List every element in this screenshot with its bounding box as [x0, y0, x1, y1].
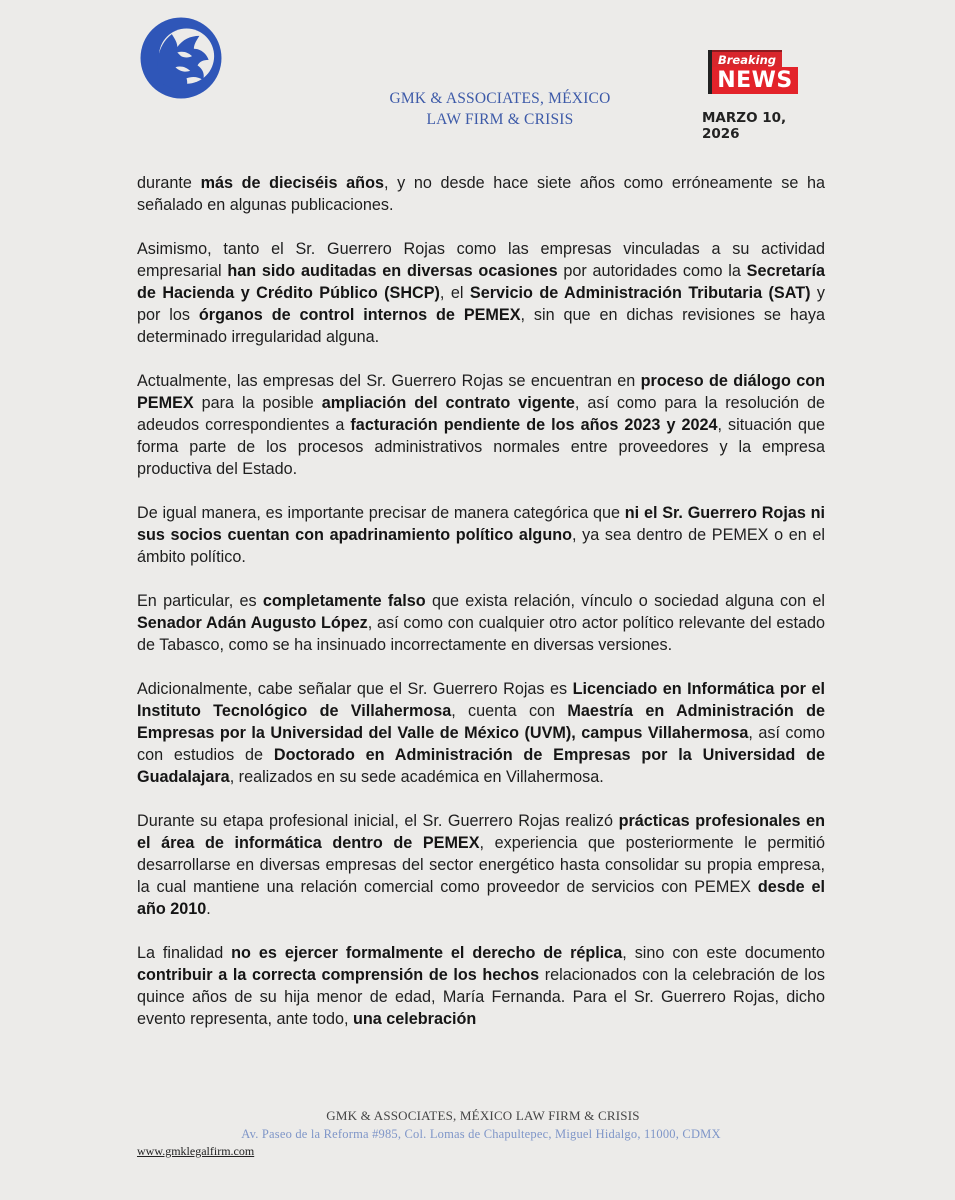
body-text: .: [206, 900, 211, 918]
paragraph-2: [137, 238, 825, 348]
body-text: La finalidad: [137, 944, 232, 962]
emphasis-text: Senador Adán Augusto López: [137, 614, 368, 632]
body-text: para la posible: [193, 394, 322, 412]
emphasis-text: Doctorado en Administración de Empresas por la Universidad de Guadalajara: [137, 746, 825, 786]
paragraph-1: [137, 172, 825, 216]
emphasis-text: han sido auditadas en diversas ocasiones: [227, 262, 558, 280]
body-text: por autoridades como la: [557, 262, 747, 280]
body-text: , sin que en dichas revisiones se haya determinado irregularidad alguna.: [137, 306, 825, 346]
body-text: , así como con cualquier otro actor político relevante del estado de Tabasco, como se ha insinuado incorrectamente en diversas versiones.: [137, 614, 826, 654]
firm-heading-line1: GMK & ASSOCIATES, MÉXICO: [389, 90, 611, 107]
paragraph-4: [137, 502, 825, 568]
release-body: [137, 172, 825, 1052]
body-text: , cuenta con: [451, 702, 568, 720]
firm-heading: [330, 88, 670, 130]
release-date: MARZO 10, 2026: [702, 110, 787, 142]
emphasis-text: Licenciado en Informática por el Instituto Tecnológico de Villahermosa: [137, 680, 825, 720]
body-text: durante: [137, 174, 201, 192]
emphasis-text: contribuir a la correcta comprensión de los hechos: [137, 966, 540, 984]
body-text: , el: [439, 284, 470, 302]
body-text: , así como con estudios de: [137, 724, 826, 764]
emphasis-text: ni el Sr. Guerrero Rojas ni sus socios cuentan con apadrinamiento político alguno: [137, 504, 825, 544]
emphasis-text: Secretaría de Hacienda y Crédito Público (SHCP): [137, 262, 825, 302]
body-text: De igual manera, es importante precisar de manera categórica que: [137, 504, 625, 522]
news-badge-main: NEWS: [712, 67, 798, 94]
emphasis-text: órganos de control internos de PEMEX: [198, 306, 521, 324]
paragraph-8: [137, 942, 825, 1030]
breaking-news-badge: [708, 50, 800, 96]
body-text: Adicionalmente, cabe señalar que el Sr. Guerrero Rojas es: [137, 680, 573, 698]
emphasis-text: proceso de diálogo con PEMEX: [137, 372, 825, 412]
emphasis-text: desde el año 2010: [137, 878, 825, 918]
lion-head-logo-icon: [135, 12, 227, 104]
emphasis-text: una celebración: [353, 1010, 477, 1028]
body-text: , experiencia que posteriormente le permitió desarrollarse en diversas empresas del sector energético hasta consolidar su propia empresa, la cual mantiene una relación comercial como proveedor de servicios con PEMEX: [137, 834, 826, 896]
emphasis-text: Servicio de Administración Tributaria (SAT): [469, 284, 811, 302]
emphasis-text: no es ejercer formalmente el derecho de réplica: [231, 944, 623, 962]
body-text: , sino con este documento: [622, 944, 825, 962]
paragraph-3: [137, 370, 825, 480]
body-text: Actualmente, las empresas del Sr. Guerrero Rojas se encuentran en: [137, 372, 641, 390]
body-text: que exista relación, vínculo o sociedad alguna con el: [425, 592, 825, 610]
firm-heading-line2: LAW FIRM & CRISIS: [426, 111, 574, 128]
emphasis-text: más de dieciséis años: [200, 174, 384, 192]
body-text: Asimismo, tanto el Sr. Guerrero Rojas como las empresas vinculadas a su actividad empresarial: [137, 240, 825, 280]
paragraph-7: [137, 810, 825, 920]
body-text: y por los: [137, 284, 825, 324]
emphasis-text: ampliación del contrato vigente: [321, 394, 575, 412]
news-badge-top: Breaking: [712, 50, 782, 69]
body-text: Durante su etapa profesional inicial, el Sr. Guerrero Rojas realizó: [137, 812, 619, 830]
footer-address: Av. Paseo de la Reforma #985, Col. Lomas de Chapultepec, Miguel Hidalgo, 11000, CDMX: [241, 1127, 721, 1141]
emphasis-text: completamente falso: [262, 592, 426, 610]
body-text: , ya sea dentro de PEMEX o en el ámbito político.: [137, 526, 825, 566]
body-text: , y no desde hace siete años como erróneamente se ha señalado en algunas publicaciones.: [137, 174, 825, 214]
emphasis-text: facturación pendiente de los años 2023 y 2024: [350, 416, 718, 434]
footer-firm-name: GMK & ASSOCIATES, MÉXICO LAW FIRM & CRISIS: [326, 1108, 640, 1123]
paragraph-6: [137, 678, 825, 788]
body-text: , realizados en su sede académica en Villahermosa.: [229, 768, 604, 786]
emphasis-text: prácticas profesionales en el área de informática dentro de PEMEX: [137, 812, 826, 852]
paragraph-5: [137, 590, 825, 656]
emphasis-text: Maestría en Administración de Empresas por la Universidad del Valle de México (UVM), campus Villahermosa: [137, 702, 825, 742]
body-text: relacionados con la celebración de los quince años de su hija menor de edad, María Fernanda. Para el Sr. Guerrero Rojas, dicho evento representa, ante todo,: [137, 966, 825, 1028]
body-text: , así como para la resolución de adeudos correspondientes a: [137, 394, 825, 434]
body-text: En particular, es: [137, 592, 263, 610]
page-footer: [137, 1108, 825, 1159]
footer-website-link[interactable]: www.gmklegalfirm.com: [137, 1144, 255, 1158]
body-text: , situación que forma parte de los procesos administrativos normales entre proveedores y la empresa productiva del Estado.: [137, 416, 825, 478]
